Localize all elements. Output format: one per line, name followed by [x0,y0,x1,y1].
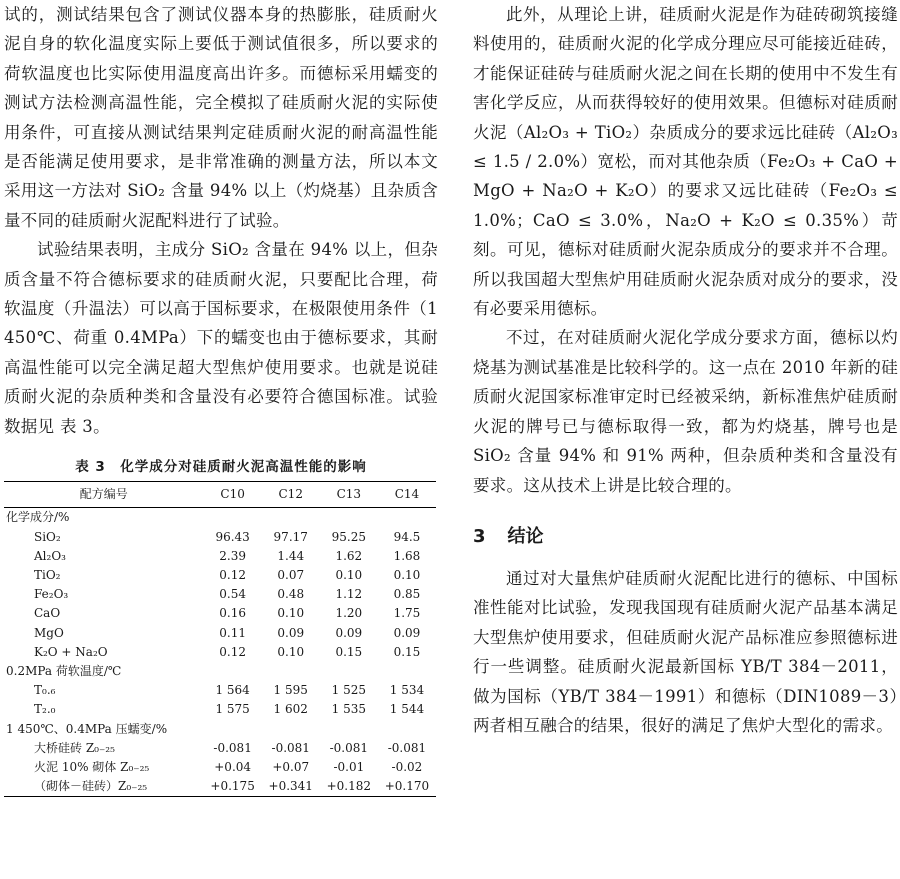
table-row [4,585,436,604]
table-cell: 1 535 [331,702,366,717]
row-label: 1 450℃、0.4MPa 压蠕变/% [6,721,168,736]
table-row [4,777,436,797]
table-cell: 0.07 [277,567,305,582]
row-label: 大桥硅砖 Z₀₋₂₅ [34,740,115,755]
table-cell [320,508,378,528]
table-header-cell: C13 [320,482,378,508]
table-cell: 1 602 [273,702,308,717]
table-cell [262,720,320,739]
table-cell: -0.081 [271,740,310,755]
row-label: Fe₂O₃ [34,587,69,602]
table-cell: +0.170 [384,779,430,794]
table-row [4,604,436,623]
table-cell: 0.09 [335,625,363,640]
table-cell: +0.182 [326,779,372,794]
table-cell [320,720,378,739]
table-row [4,758,436,777]
table-cell: 1.20 [335,606,363,621]
section-number: 3 [473,525,486,547]
row-label: 0.2MPa 荷软温度/℃ [6,663,122,678]
table-cell [262,662,320,681]
table-cell: +0.07 [272,759,310,774]
row-label: K₂O + Na₂O [34,644,108,659]
row-label: SiO₂ [34,529,61,544]
table-row [4,547,436,566]
table-cell: 0.15 [335,644,363,659]
table-row [4,681,436,700]
table-cell: 0.85 [393,587,421,602]
table-cell: 1 525 [331,683,366,698]
table-cell: 97.17 [273,529,308,544]
table-cell: 0.12 [219,567,246,582]
table-cell: 0.10 [393,567,421,582]
table-row [4,508,436,528]
table-cell: -0.081 [387,740,427,755]
table-caption: 表 3 化学成分对硅质耐火泥高温性能的影响 [75,459,367,476]
table-cell: -0.081 [213,740,252,755]
table-body [4,508,436,797]
table-cell: +0.341 [268,779,313,794]
table-cell [204,508,262,528]
paragraph-left-1: 试的，测试结果包含了测试仪器本身的热膨胀，硅质耐火泥自身的软化温度实际上要低于测试值很多，所以要求的荷软温度也比实际使用温度高出许多。而德标采用蠕变的测试方法检测高温性能，完全模拟了硅质耐火泥的实际使用条件，可直接从测试结果判定硅质耐火泥的耐高温性能是否能满足使用要求，是非常准确的测量方法，所以本文采用这一方法对 SiO₂ 含量 94% 以上（灼烧基）且杂质含量不同的硅质耐火泥配料进行了试验。 [4,5,438,230]
row-label: T₂.₀ [34,702,56,717]
table-cell: -0.01 [333,759,365,774]
table-header-row [4,482,436,508]
table-cell [378,508,436,528]
table-cell: 1.68 [393,548,421,563]
table-cell: 0.09 [277,625,305,640]
table-cell: 0.54 [219,587,246,602]
table-cell: 1.12 [335,587,363,602]
table-cell: 1.62 [335,548,363,563]
table-row [4,624,436,643]
table-cell: 96.43 [215,529,250,544]
right-column [473,0,898,740]
row-label: 火泥 10% 砌体 Z₀₋₂₅ [34,759,150,774]
table-row [4,662,436,681]
section-heading [473,522,898,548]
table-cell: 0.09 [393,625,421,640]
row-label: CaO [34,606,61,621]
table-cell: 1 564 [215,683,250,698]
table-cell [262,508,320,528]
table-cell: 0.11 [219,625,246,640]
paragraph-left-2: 试验结果表明，主成分 SiO₂ 含量在 94% 以上，但杂质含量不符合德标要求的硅质耐火泥，只要配比合理，荷软温度（升温法）可以高于国标要求，在极限使用条件（1 450℃、荷重 0.4MPa）下的蠕变也由于德标要求，其耐高温性能可以完全满足超大型焦炉使用要求。也就是说硅质耐火泥的杂质种类和含量没有必要符合德国标准。试验数据见 表 3。 [4,240,438,436]
table-cell: 95.25 [331,529,366,544]
table-header-cell: C14 [378,482,436,508]
row-label: T₀.₆ [34,683,56,698]
table-cell: -0.081 [329,740,369,755]
table-cell: 1 575 [215,702,250,717]
paragraph-right-2: 不过，在对硅质耐火泥化学成分要求方面，德标以灼烧基为测试基准是比较科学的。这一点在 2010 年新的硅质耐火泥国家标准审定时已经被采纳，新标准焦炉硅质耐火泥的牌号已与德标取得一致，都为灼烧基，牌号也是 SiO₂ 含量 94% 和 91% 两种，但杂质种类和含量没有要求。这从技术上讲是比较合理的。 [473,328,898,495]
row-label: TiO₂ [34,567,61,582]
table-cell: 0.10 [277,606,305,621]
table-cell: 0.12 [219,644,246,659]
table-cell: 1.44 [277,548,305,563]
section-title: 结论 [507,525,544,547]
table-cell: +0.175 [210,779,255,794]
table-cell: 1 534 [389,683,425,698]
table-row [4,528,436,547]
table-cell: 1 595 [273,683,308,698]
row-label: Al₂O₃ [34,548,66,563]
table-cell [378,662,436,681]
table-row [4,700,436,719]
table-header-cell: C12 [262,482,320,508]
table-cell: -0.02 [391,759,423,774]
table-cell: +0.04 [214,759,252,774]
table-row [4,720,436,739]
paragraph-conclusion: 通过对大量焦炉硅质耐火泥配比进行的德标、中国标准性能对比试验，发现我国现有硅质耐火泥产品基本满足大型焦炉使用要求，但硅质耐火泥产品标准应参照德标进行一些调整。硅质耐火泥最新国标 YB/T 384－2011，做为国标（YB/T 384－1991）和德标（DIN1089－3）两者相互融合的结果，很好的满足了焦炉大型化的需求。 [473,568,898,735]
table-cell [378,720,436,739]
table-row [4,643,436,662]
table-cell [320,662,378,681]
row-label: MgO [34,625,64,640]
table-row [4,566,436,585]
table-cell: 94.5 [393,529,421,544]
left-column [4,0,438,797]
table-cell: 1.75 [393,606,421,621]
table-cell: 2.39 [219,548,246,563]
paragraph-right-1: 此外，从理论上讲，硅质耐火泥是作为硅砖砌筑接缝料使用的，硅质耐火泥的化学成分理应尽可能接近硅砖，才能保证硅砖与硅质耐火泥之间在长期的使用中不发生有害化学反应，从而获得较好的使用效果。但德标对硅质耐火泥（Al₂O₃ + TiO₂）杂质成分的要求远比硅砖（Al₂O₃ ≤ 1.5 / 2.0%）宽松，而对其他杂质（Fe₂O₃ + CaO + MgO + Na₂O + K₂O）的要求又远比硅砖（Fe₂O₃ ≤ 1.0%；CaO ≤ 3.0%，Na₂O + K₂O ≤ 0.35%）苛刻。可见，德标对硅质耐火泥杂质成分的要求并不合理。所以我国超大型焦炉用硅质耐火泥杂质对成分的要求，没有必要采用德标。 [473,5,898,319]
table-cell: 0.48 [277,587,305,602]
data-table [4,481,436,797]
table-cell [204,662,262,681]
row-label: （砌体－硅砖）Z₀₋₂₅ [34,779,148,794]
table-cell: 0.16 [219,606,246,621]
table-cell [204,720,262,739]
table-header-cell: C10 [204,482,262,508]
row-label: 化学成分/% [6,510,70,525]
table-row [4,739,436,758]
table-cell: 0.10 [335,567,363,582]
table-cell: 1 544 [389,702,425,717]
table-cell: 0.15 [393,644,421,659]
table-cell: 0.10 [277,644,305,659]
table-header-cell: 配方编号 [4,482,204,508]
